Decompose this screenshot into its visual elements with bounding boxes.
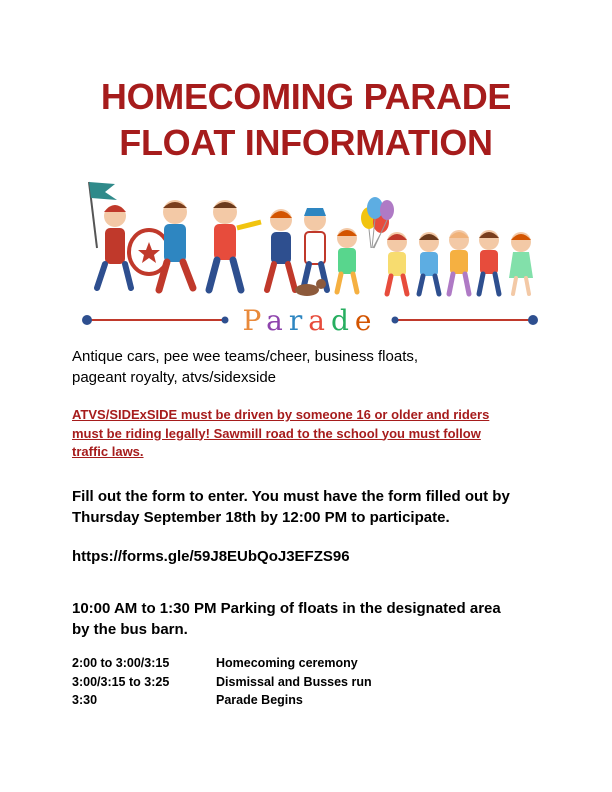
parking-line: 10:00 AM to 1:30 PM Parking of floats in the designated area: [72, 600, 501, 617]
parade-illustration: [75, 178, 545, 338]
child-figure: [387, 232, 407, 294]
child-figure: [337, 228, 357, 292]
form-notice-line: Fill out the form to enter. You must have the form filled out by: [72, 488, 510, 505]
parade-letter: P: [242, 304, 267, 337]
parking-info: [72, 598, 542, 640]
schedule-row: [72, 654, 372, 673]
intro-line: pageant royalty, atvs/sidexside: [72, 369, 277, 386]
child-figure: [209, 200, 261, 290]
schedule: [72, 654, 372, 710]
child-figure: [479, 230, 499, 294]
form-link[interactable]: https://forms.gle/59J8EUbQoJ3EFZS96: [72, 548, 350, 565]
schedule-event: Homecoming ceremony: [216, 656, 358, 670]
parade-word: [243, 304, 378, 337]
child-figure: [509, 232, 533, 294]
schedule-time: 3:30: [72, 693, 98, 707]
schedule-time: 3:00/3:15 to 3:25: [72, 674, 170, 689]
warning-line: ATVS/SIDExSIDE must be driven by someone 16 or older and riders: [72, 407, 490, 422]
bead-icon: [82, 315, 92, 325]
child-figure: [159, 200, 193, 290]
child-figure: [303, 208, 327, 290]
parade-letter: d: [330, 304, 355, 337]
schedule-row: [72, 673, 372, 692]
warning-line: traffic laws.: [72, 444, 144, 459]
dog-icon: [295, 279, 326, 296]
child-figure: [419, 232, 439, 294]
intro-line: Antique cars, pee wee teams/cheer, business floats,: [72, 348, 419, 365]
page-title: [0, 74, 612, 166]
parade-banner: [82, 304, 538, 337]
bead-icon: [528, 315, 538, 325]
schedule-event: Dismissal and Busses run: [216, 674, 372, 689]
child-figure: [267, 209, 295, 290]
warning-line: must be riding legally! Sawmill road to the school you must follow: [72, 425, 481, 441]
child-figure: [449, 230, 469, 294]
title-line-1: HOMECOMING PARADE: [100, 76, 512, 117]
participants-intro: [72, 346, 542, 388]
schedule-time: 2:00 to 3:00/3:15: [72, 656, 170, 670]
parade-letter: e: [354, 304, 378, 337]
bead-icon: [222, 317, 229, 324]
bead-icon: [392, 317, 399, 324]
form-notice-line: Thursday September 18th by 12:00 PM to participate.: [72, 509, 450, 526]
parking-line: by the bus barn.: [72, 621, 188, 638]
title-line-2: FLOAT INFORMATION: [119, 122, 493, 163]
parade-letter: a: [266, 304, 289, 337]
parade-letter: a: [308, 304, 331, 337]
form-notice: [72, 486, 542, 528]
parade-letter: r: [288, 304, 309, 337]
atv-warning: [72, 406, 542, 462]
child-figure: [97, 205, 131, 288]
schedule-row: [72, 691, 372, 710]
schedule-event: Parade Begins: [216, 693, 303, 707]
